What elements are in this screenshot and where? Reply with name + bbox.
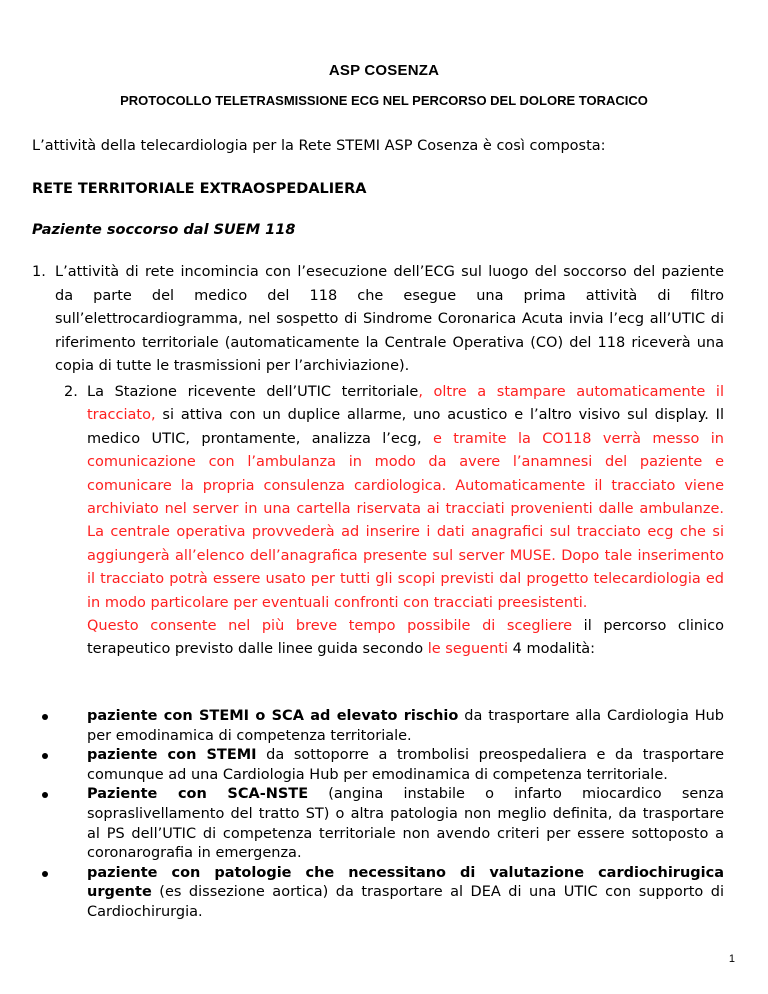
text-segment: si attiva con un duplice allarme, uno acustico e l’altro visivo sul display. Il medico UTIC, prontamente, analizza l’ecg,: [87, 407, 724, 447]
highlighted-text: e tramite la CO118 verrà messo in comunicazione con l’ambulanza in modo da avere l’anamnesi del paziente e comunicare la propria consulenza cardiologica. Automaticamente il tracciato viene archiviato nel server in una cartella riservata ai tracciati provenienti dalle ambulanze. La centrale operativa provvederà ad inserire i dati anagrafici sul tracciato ecg che si aggiungerà all’elenco dell’anagrafica presente sul server MUSE. Dopo tale inserimento il tracciato potrà essere usato per tutti gli scopi previsti dal progetto telecardiologia ed in modo particolare per eventuali confronti con tracciati preesistenti.: [87, 430, 724, 611]
list-item-2: [64, 381, 724, 662]
bullet-text: (es dissezione aortica) da trasportare al DEA di una UTIC con supporto di Cardiochirurgia.: [87, 884, 724, 920]
intro-paragraph: L’attività della telecardiologia per la Rete STEMI ASP Cosenza è così composta:: [32, 138, 606, 154]
bullet-bold-text: paziente con STEMI o SCA ad elevato rischio: [87, 708, 459, 724]
text-segment: La Stazione ricevente dell’UTIC territoriale: [87, 384, 419, 400]
list-item: [42, 785, 724, 863]
highlighted-text: le seguenti: [427, 641, 508, 658]
list-item: [42, 746, 724, 785]
bullet-bold-text: paziente con STEMI: [87, 747, 257, 764]
list-number: 2.: [64, 384, 78, 400]
bullet-bold-text: paziente con patologie che necessitano di valutazione cardiochirugica urgente: [87, 864, 724, 901]
highlighted-text: , oltre a stampare automaticamente il tracciato,: [87, 384, 724, 424]
list-item: [42, 707, 724, 746]
bullet-icon: [42, 753, 48, 759]
bullet-text: da sottoporre a trombolisi preospedaliera e da trasportare comunque ad una Cardiologia Hub per emodinamica di competenza territoriale.: [87, 747, 724, 783]
modalities-list: [42, 707, 724, 923]
subsection-heading: Paziente soccorso dal SUEM 118: [32, 222, 296, 238]
list-item-text: [64, 381, 724, 662]
bullet-text: da trasportare alla Cardiologia Hub per emodinamica di competenza territoriale.: [87, 708, 725, 744]
page-number: 1: [728, 953, 735, 965]
bullet-icon: [42, 714, 48, 720]
list-number: 1.: [32, 264, 46, 280]
text-segment: il percorso clinico terapeutico previsto dalle linee guida secondo: [87, 618, 724, 658]
list-item: [42, 864, 724, 923]
list-item-1: [32, 261, 724, 379]
bullet-text: (angina instabile o infarto miocardico senza sopraslivellamento del tratto ST) o altra patologia non meglio definita, da trasportare al PS dell’UTIC di competenza territoriale non avendo criteri per essere sottoposto a coronarografia in emergenza.: [87, 786, 724, 862]
bullet-icon: [42, 792, 48, 798]
list-item-text: L’attività di rete incomincia con l’esecuzione dell’ECG sul luogo del soccorso del paziente da parte del medico del 118 che esegue una prima attività di filtro sull’elettrocardiogramma, nel sospetto di Sindrome Coronarica Acuta invia l’ecg all’UTIC di riferimento territoriale (automaticamente la Centrale Operativa (CO) del 118 riceverà una copia di tutte le trasmissioni per l’archiviazione).: [55, 264, 724, 374]
section-heading: RETE TERRITORIALE EXTRAOSPEDALIERA: [32, 181, 367, 197]
highlighted-text: Questo consente nel più breve tempo possibile di scegliere: [87, 618, 573, 635]
document-title: ASP COSENZA: [328, 62, 440, 79]
bullet-bold-text: Paziente con SCA-NSTE: [87, 786, 309, 803]
document-subtitle: PROTOCOLLO TELETRASMISSIONE ECG NEL PERCORSO DEL DOLORE TORACICO: [120, 93, 648, 108]
text-segment: 4 modalità:: [508, 641, 596, 658]
bullet-icon: [42, 871, 48, 877]
